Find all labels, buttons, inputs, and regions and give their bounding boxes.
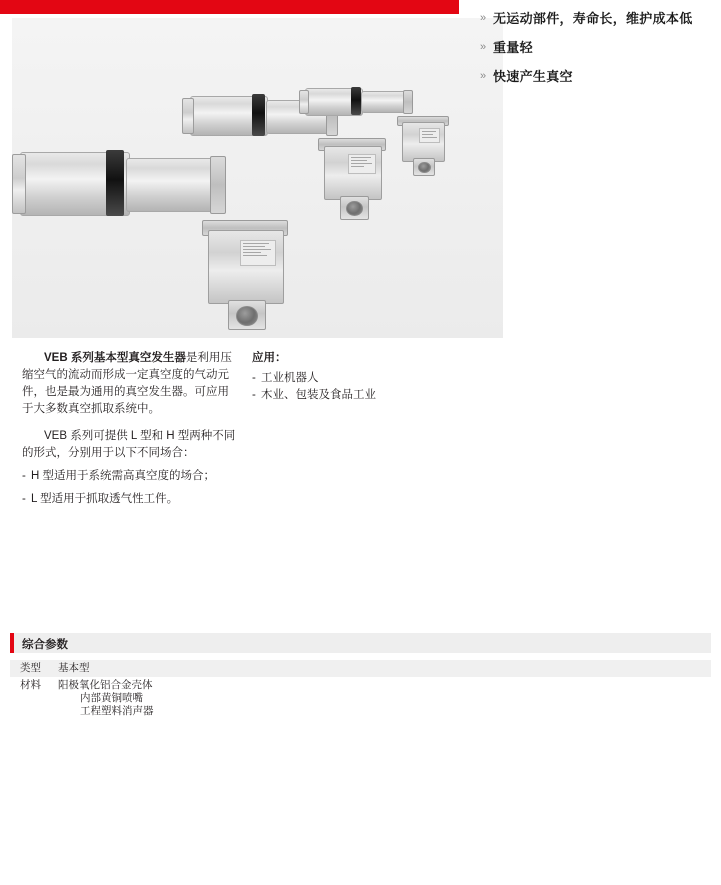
parameter-value-line: 内部黄铜喷嘴 (80, 692, 143, 704)
description-paragraph-2: VEB 系列可提供 L 型和 H 型两种不同的形式，分别用于以下不同场合： (22, 430, 236, 459)
parameter-value-line: 基本型 (58, 662, 90, 674)
product-label-small (419, 128, 440, 143)
bullet-marker-icon: » (480, 41, 487, 53)
ejector-small (297, 30, 477, 170)
applications-title: 应用： (252, 352, 287, 364)
feature-text: 快速产生真空 (493, 69, 573, 84)
parameter-value (58, 677, 711, 720)
description-paragraph-1 (22, 350, 237, 418)
product-image (12, 18, 503, 338)
description-bullet: - L 型适用于抓取透气性工件。 (22, 491, 237, 508)
feature-list (480, 10, 710, 97)
description-column (22, 350, 237, 514)
feature-text: 重量轻 (493, 40, 533, 55)
feature-item (480, 39, 710, 57)
parameters-section-title: 综合参数 (22, 639, 68, 651)
application-item: - 木业、包装及食品工业 (252, 387, 452, 404)
parameters-section-header (10, 633, 711, 653)
top-accent-bar (0, 0, 459, 14)
parameter-value-line: 阳极氧化铝合金壳体 (58, 679, 153, 691)
parameter-value-line: 工程塑料消声器 (80, 705, 154, 717)
product-name: VEB 系列基本型真空发生器 (44, 352, 186, 364)
bullet-marker-icon: » (480, 12, 487, 24)
section-accent-tick (10, 633, 14, 653)
feature-item (480, 10, 710, 28)
applications-column (252, 350, 452, 404)
description-paragraph-1-rest: 是利用压缩空气的流动而形成一定真空度的气动元件，也是最为通用的真空发生器。可应用于大多数真空抓取系统中。 (22, 352, 232, 415)
feature-text: 无运动部件，寿命长，维护成本低 (493, 11, 693, 26)
application-item: - 工业机器人 (252, 370, 452, 387)
parameters-table (10, 660, 711, 720)
parameter-value (58, 660, 711, 677)
parameter-key: 材料 (20, 679, 41, 691)
description-bullet: - H 型适用于系统需高真空度的场合； (22, 468, 237, 485)
table-row (10, 660, 711, 677)
bullet-marker-icon: » (480, 70, 487, 82)
table-row (10, 677, 711, 720)
parameter-key: 类型 (20, 662, 41, 674)
feature-item (480, 68, 710, 86)
